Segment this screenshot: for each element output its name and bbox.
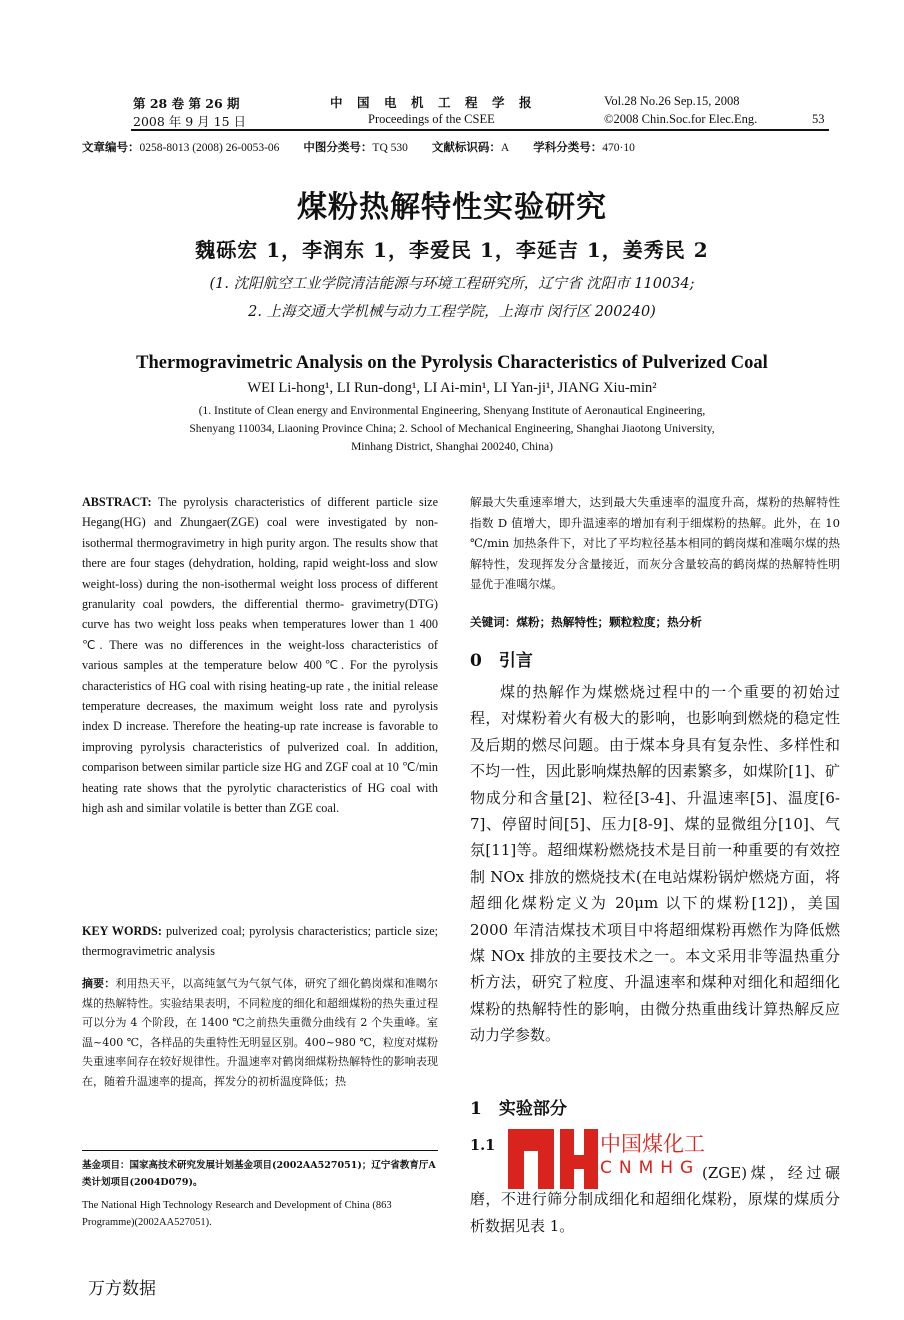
abstract-cn-text: 利用热天平，以高纯氩气为气氛气体，研究了细化鹤岗煤和准噶尔煤的热解特性。实验结果表明，不同粒度的细化和超细煤粉的热失重过程可以分为 4 个阶段，在 1400 ℃之前热失重微分曲线有 2 个失重峰。室温~400 ℃，各样品的失重特性无明显区别。400~980 ℃，粒度对煤粉失重速率间存在较好规律性。升温速率对鹤岗细煤粉热解特性的影响表现在，随着升温速率的提高，挥发分的初析温度降低；热 (82, 977, 439, 1088)
footnote-rule (82, 1150, 438, 1151)
keywords-en-text: pulverized coal; pyrolysis characteristics; particle size; thermogravimetric analysis (82, 924, 438, 959)
subject-code: 470·10 (602, 142, 635, 154)
journal-volume: 第 28 卷 第 26 期 (133, 96, 240, 111)
header-rule (131, 129, 829, 131)
section-1-heading: 1 实验部分 (470, 1099, 567, 1119)
keywords-cn-text: 煤粉；热解特性；颗粒粒度；热分析 (516, 615, 702, 629)
article-no: 0258-8013 (2008) 26-0053-06 (139, 142, 280, 154)
subject-label: 学科分类号： (533, 140, 603, 154)
footnote-cn: 基金项目：国家高技术研究发展计划基金项目(2002AA527051)；辽宁省教育厅A类计划项目(2004D079)。 (82, 1160, 436, 1188)
page-title-en: Thermogravimetric Analysis on the Pyrolysis Characteristics of Pulverized Coal (136, 353, 768, 373)
affiliation-en-1: (1. Institute of Clean energy and Environmental Engineering, Shenyang Institute of Aeronautical Engineering, (198, 405, 706, 417)
meta-line (82, 139, 655, 155)
authors-en: WEI Li-hong¹, LI Run-dong¹, LI Ai-min¹, LI Yan-ji¹, JIANG Xiu-min² (247, 380, 657, 396)
abstract-en-label: ABSTRACT: (82, 495, 152, 509)
watermark-en: CNMHG (600, 1158, 701, 1178)
page-title-cn: 煤粉热解特性实验研究 (297, 190, 607, 225)
section-0-heading: 0 引言 (470, 651, 533, 671)
abstract-en-text: The pyrolysis characteristics of different particle size Hegang(HG) and Zhungaer(ZGE) coal were investigated by non-isothermal thermogravimetry in high purity argon. The results show that there are four stages (dehydration, holding, rapid weight-loss and slow weight-loss) during the non-isothermal weight loss process of different granularity coal powders, the differential thermo- gravimetry(DTG) curve has two weight loss peaks when temperatures lower than 1 400 ℃. There was no differences in the weight-loss characteristics of various samples at the temperature below 400℃. For the pyrolysis characteristics of HG coal with rising heating-up rate , the initial release temperature decreases, the maximum weight loss rate and pyrolysis index D increase. Therefore the heating-up rate increase is favorable to improving pyrolysis characteristics of pulverized coal. In addition, comparison between similar particle size HG and ZGF coal at 10 ℃/min heating rate shows that the pyrolytic characteristics of HG coal with high ash and similar volatile is better than ZGE coal. (82, 495, 439, 816)
clc-code: TQ 530 (372, 142, 408, 154)
abstract-en (82, 492, 438, 819)
abstract-cn-continued: 解最大失重速率增大，达到最大失重速率的温度升高，煤粉的热解特性指数 D 值增大，即升温速率的增加有利于细煤粉的热解。此外，在 10 ℃/min 加热条件下，对比了平均粒径基本相同的鹤岗煤和准噶尔煤的热解特性，发现挥发分含量接近，而灰分含量较高的鹤岗煤的热解特性明显优于准噶尔煤。 (470, 495, 840, 591)
wanfang-mark: 万方数据 (88, 1279, 156, 1299)
authors-cn: 魏砾宏 1，李润东 1，李爱民 1，李延吉 1，姜秀民 2 (195, 238, 709, 262)
doc-code: A (500, 142, 510, 154)
affiliation-en-3: Minhang District, Shanghai 200240, China) (351, 441, 553, 453)
affiliation-en-2: Shenyang 110034, Liaoning Province China; 2. School of Mechanical Engineering, Shanghai Jiaotong University, (189, 423, 715, 435)
article-no-label: 文章编号： (82, 140, 140, 154)
intro-paragraph: 煤的热解作为煤燃烧过程中的一个重要的初始过程，对煤粉着火有极大的影响，也影响到燃烧的稳定性及后期的燃尽问题。由于煤本身具有复杂性、多样性和不均一性，因此影响煤热解的因素繁多，如煤阶[1]、矿物成分和含量[2]、粒径[3-4]、升温速率[5]、温度[6-7]、停留时间[5]、压力[8-9]、煤的显微组分[10]、气氛[11]等。超细煤粉燃烧技术是目前一种重要的有效控制 NOx 排放的燃烧技术(在电站煤粉锅炉燃烧方面，将超细化煤粉定义为 20μm 以下的煤粉[12])，美国 2000 年清洁煤技术项目中将超细煤粉再燃作为降低燃煤 NOx 排放的主要技术之一。本文采用非等温热重分析方法，研究了粒度、升温速率和煤种对细化和超细化煤粉的热解特性的影响，由微分热重曲线计算热解反应动力学参数。 (470, 683, 840, 1045)
abstract-cn (82, 974, 438, 1091)
doc-code-label: 文献标识码： (431, 140, 501, 154)
affiliation-cn-1: (1. 沈阳航空工业学院清洁能源与环境工程研究所，辽宁省 沈阳市 110034; (209, 276, 695, 292)
abstract-cn-label: 摘要： (82, 977, 116, 990)
journal-name-en: Proceedings of the CSEE (368, 112, 495, 126)
footnote-en: The National High Technology Research and Development of China (863 Programme)(2002AA527051). (82, 1200, 392, 1228)
journal-vol-en: Vol.28 No.26 Sep.15, 2008 (604, 94, 740, 108)
journal-date: 2008 年 9 月 15 日 (133, 114, 247, 129)
subsection-1-1-number: 1.1 (470, 1137, 496, 1154)
page-number: 53 (812, 112, 825, 126)
journal-name-cn: 中 国 电 机 工 程 学 报 (330, 95, 533, 110)
keywords-cn (470, 613, 840, 633)
keywords-cn-label: 关键词： (470, 615, 517, 629)
watermark-cn: 中国煤化工 (600, 1132, 705, 1156)
copyright: ©2008 Chin.Soc.for Elec.Eng. (604, 112, 758, 126)
keywords-en (82, 921, 438, 962)
affiliation-cn-2: 2. 上海交通大学机械与动力工程学院，上海市 闵行区 200240) (248, 304, 656, 320)
keywords-en-label: KEY WORDS: (82, 924, 162, 938)
clc-label: 中图分类号： (303, 140, 373, 154)
subsection-1-1-text: (ZGE)煤，经过碾磨，不进行筛分制成细化和超细化煤粉，原煤的煤质分析数据见表 1。 (470, 1164, 840, 1235)
